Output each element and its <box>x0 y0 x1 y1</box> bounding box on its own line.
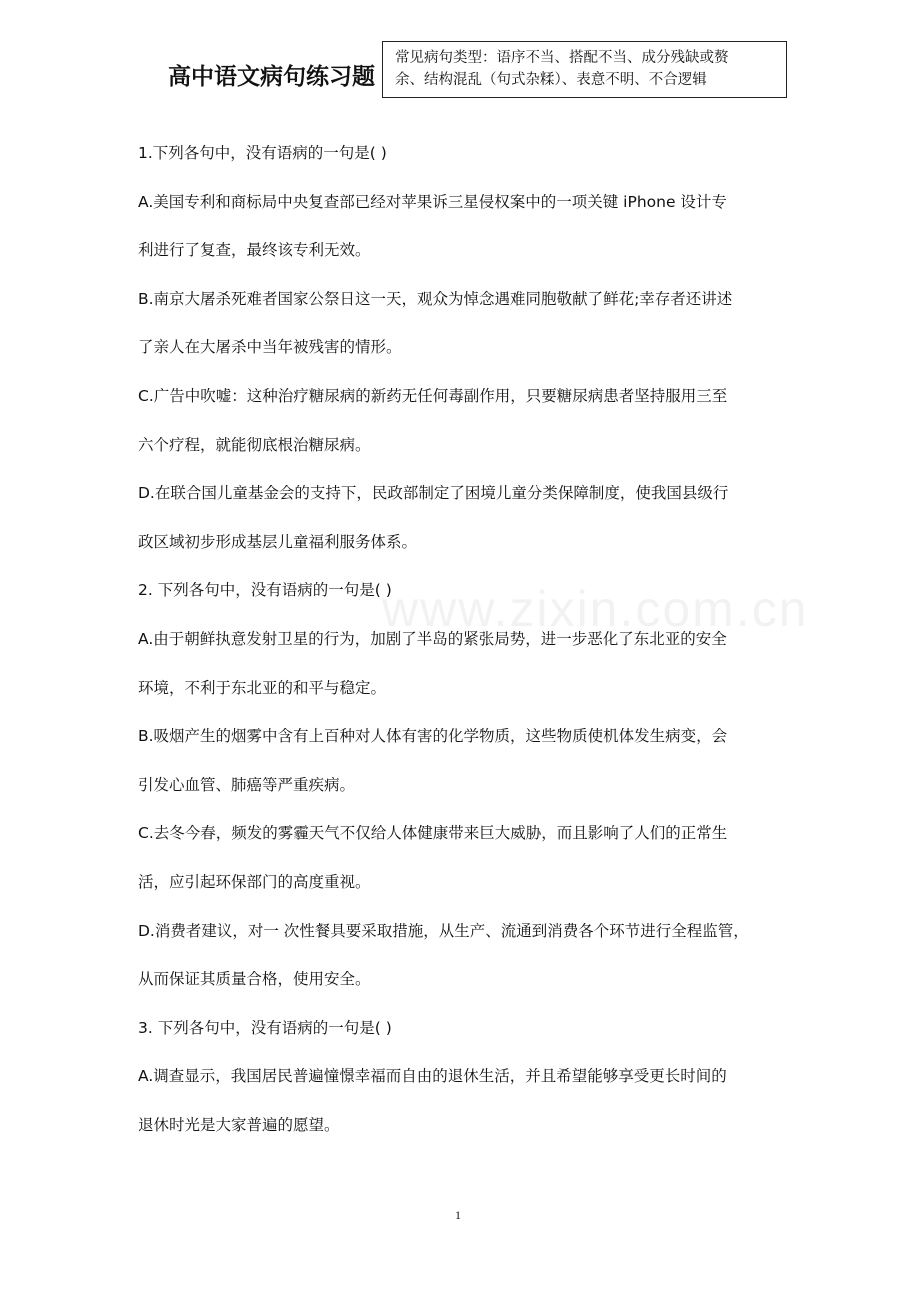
question-3-option-a: A.调查显示，我国居民普遍憧憬幸福而自由的退休生活，并且希望能够享受更长时间的 <box>138 1067 727 1086</box>
note-line: 余、结构混乱（句式杂糅）、表意不明、不合逻辑 <box>395 72 707 88</box>
question-1-option-d: D.在联合国儿童基金会的支持下，民政部制定了困境儿童分类保障制度，使我国县级行 <box>138 484 729 503</box>
question-1-option-a-cont: 利进行了复查，最终该专利无效。 <box>138 241 371 260</box>
question-2-option-d-cont: 从而保证其质量合格，使用安全。 <box>138 970 371 989</box>
question-2-option-c: C.去冬今春，频发的雾霾天气不仅给人体健康带来巨大威胁，而且影响了人们的正常生 <box>138 824 728 843</box>
question-1-option-b: B.南京大屠杀死难者国家公祭日这一天，观众为悼念遇难同胞敬献了鲜花;幸存者还讲述 <box>138 289 733 308</box>
question-2-option-b: B.吸烟产生的烟雾中含有上百种对人体有害的化学物质，这些物质使机体发生病变，会 <box>138 727 728 746</box>
page-number: 1 <box>455 1208 461 1222</box>
document-title: 高中语文病句练习题 <box>168 64 375 90</box>
question-2-option-b-cont: 引发心血管、肺癌等严重疾病。 <box>138 775 356 794</box>
question-3-option-a-cont: 退休时光是大家普遍的愿望。 <box>138 1115 340 1134</box>
question-1-option-a: A.美国专利和商标局中央复查部已经对苹果诉三星侵权案中的一项关键 iPhone 设计专 <box>138 192 727 211</box>
question-3-stem: 3. 下列各句中，没有语病的一句是( ) <box>138 1018 392 1037</box>
question-1-option-b-cont: 了亲人在大屠杀中当年被残害的情形。 <box>138 338 402 357</box>
question-2-option-c-cont: 活，应引起环保部门的高度重视。 <box>138 872 371 891</box>
question-1-stem: 1.下列各句中，没有语病的一句是( ) <box>138 144 387 162</box>
watermark: www.zixin.com.cn <box>382 581 809 637</box>
error-types-note <box>382 41 787 98</box>
question-2-option-a: A.由于朝鲜执意发射卫星的行为，加剧了半岛的紧张局势，进一步恶化了东北亚的安全 <box>138 629 727 648</box>
question-2-option-a-cont: 环境，不利于东北亚的和平与稳定。 <box>138 678 387 697</box>
question-1-option-d-cont: 政区域初步形成基层儿童福利服务体系。 <box>138 532 418 551</box>
note-line: 常见病句类型：语序不当、搭配不当、成分残缺或赘 <box>395 50 729 66</box>
question-1-option-c: C.广告中吹嘘：这种治疗糖尿病的新药无任何毒副作用，只要糖尿病患者坚持服用三至 <box>138 386 728 405</box>
question-2-stem: 2. 下列各句中，没有语病的一句是( ) <box>138 581 392 600</box>
question-body <box>138 143 778 1163</box>
question-2-option-d: D.消费者建议，对一 次性餐具要采取措施，从生产、流通到消费各个环节进行全程监管， <box>138 921 749 940</box>
question-1-option-c-cont: 六个疗程，就能彻底根治糖尿病。 <box>138 435 371 454</box>
